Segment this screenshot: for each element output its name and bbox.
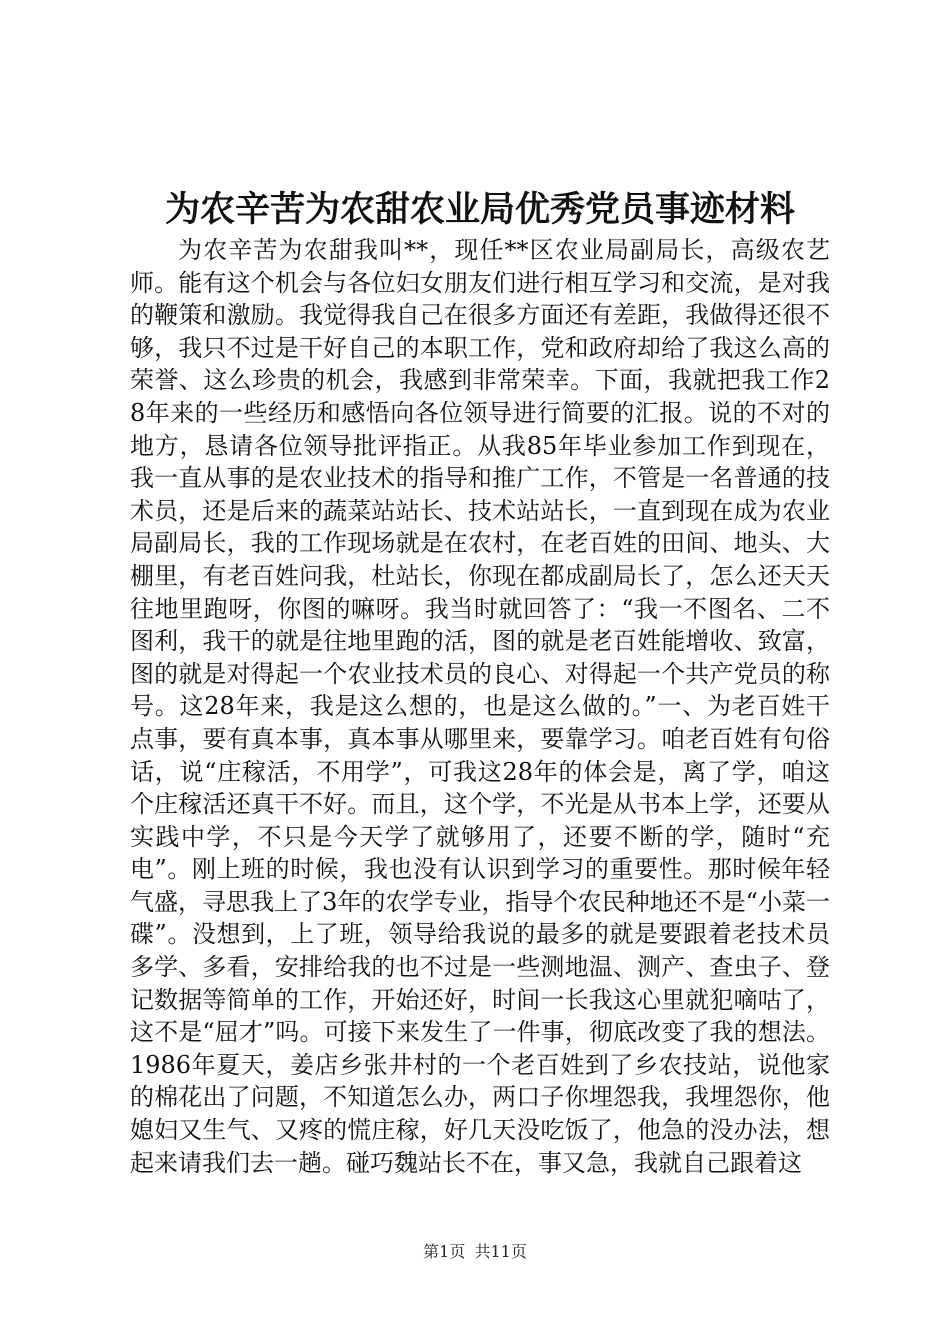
page-number: 第1页 [423, 1242, 466, 1261]
page-total: 共11页 [474, 1242, 527, 1261]
document-body: 为农辛苦为农甜我叫**，现任**区农业局副局长，高级农艺师。能有这个机会与各位妇女朋友们进行相互学习和交流，是对我的鞭策和激励。我觉得我自己在很多方面还有差距，我做得还很不够，我只不过是干好自己的本职工作，党和政府却给了我这么高的荣誉、这么珍贵的机会，我感到非常荣幸。下面，我就把我工作28年来的一些经历和感悟向各位领导进行简要的汇报。说的不对的地方，恳请各位领导批评指正。从我85年毕业参加工作到现在，我一直从事的是农业技术的指导和推广工作，不管是一名普通的技术员，还是后来的蔬菜站站长、技术站站长，一直到现在成为农业局副局长，我的工作现场就是在农村，在老百姓的田间、地头、大棚里，有老百姓问我，杜站长，你现在都成副局长了，怎么还天天往地里跑呀，你图的嘛呀。我当时就回答了：“我一不图名、二不图利，我干的就是往地里跑的活，图的就是老百姓能增收、致富，图的就是对得起一个农业技术员的良心、对得起一个共产党员的称号。这28年来，我是这么想的，也是这么做的。”一、为老百姓干点事，要有真本事，真本事从哪里来，要靠学习。咱老百姓有句俗话，说“庄稼活，不用学”，可我这28年的体会是，离了学，咱这个庄稼活还真干不好。而且，这个学，不光是从书本上学，还要从实践中学，不只是今天学了就够用了，还要不断的学，随时“充电”。刚上班的时候，我也没有认识到学习的重要性。那时候年轻气盛，寻思我上了3年的农学专业，指导个农民种地还不是“小菜一碟”。没想到，上了班，领导给我说的最多的就是要跟着老技术员多学、多看，安排给我的也不过是一些测地温、测产、查虫子、登记数据等简单的工作，开始还好，时间一长我这心里就犯嘀咕了，这不是“屈才”吗。可接下来发生了一件事，彻底改变了我的想法。1986年夏天，姜店乡张井村的一个老百姓到了乡农技站，说他家的棉花出了问题，不知道怎么办，两口子你埋怨我，我埋怨你，他媳妇又生气、又疼的慌庄稼，好几天没吃饭了，他急的没办法，想起来请我们去一趟。碰巧魏站长不在，事又急，我就自己跟着这 [130, 236, 830, 1177]
page-footer [0, 1240, 950, 1264]
document-title: 为农辛苦为农甜农业局优秀党员事迹材料 [164, 189, 795, 230]
